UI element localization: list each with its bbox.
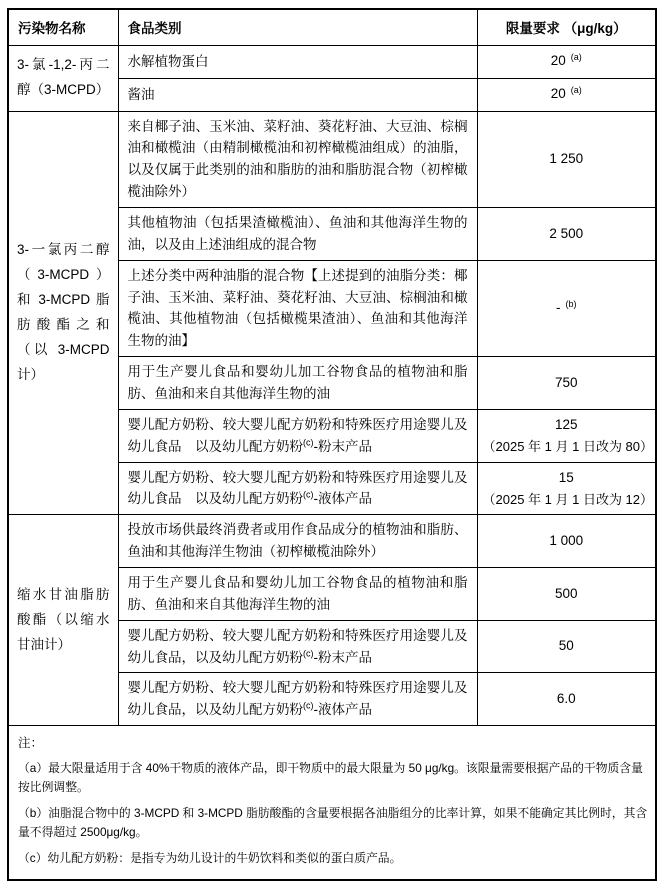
category-footnote-ref: (c) [303,648,314,659]
limit-value: 1 250 [549,151,584,167]
limit-value: 20 [550,53,566,69]
limit-value: 15 [558,469,574,485]
table-row [8,45,656,78]
note-item-b: （b）油脂混合物中的 3-MCPD 和 3-MCPD 脂肪酸酯的含量要根据各油脂组分的比率计算，如果不能确定其比例时，其含量不得超过 2500μg/kg。 [18,805,648,839]
limit-cell [477,45,656,78]
table-row [8,111,656,207]
category-footnote-ref: (c) [303,489,314,500]
category-text: -液体产品 [313,491,372,507]
category-text: 婴儿配方奶粉、较大婴儿配方奶粉和特殊医疗用途婴儿及幼儿食品 以及幼儿配方奶粉 [127,469,468,507]
limit-revision-note: （2025 年 1 月 1 日改为 80） [482,439,654,455]
limit-value: 750 [554,374,578,390]
category-cell: 其他植物油（包括果渣橄榄油）、鱼油和其他海洋生物的油，以及由上述油组成的混合物 [118,207,477,260]
limit-value: 50 [558,638,574,654]
limit-value: 125 [554,416,578,432]
limit-cell [477,111,656,207]
limit-cell [477,567,656,620]
limit-cell [477,357,656,410]
category-cell: 来自椰子油、玉米油、菜籽油、葵花籽油、大豆油、棕榈油和橄榄油（由精制橄榄油和初榨橄榄油组成）的油脂，以及仅属于此类别的油和脂肪的油和脂肪混合物（初榨橄榄油除外） [118,111,477,207]
limit-cell [477,673,656,726]
category-cell: 用于生产婴儿食品和婴幼儿加工谷物食品的植物油和脂肪、鱼油和来自其他海洋生物的油 [118,357,477,410]
note-item-a: （a）最大限量适用于含 40%干物质的液体产品，即干物质中的最大限量为 50 μg/kg。该限量需要根据产品的干物质含量按比例调整。 [18,761,643,794]
note-item-c: （c）幼儿配方奶粉：是指专为幼儿设计的牛奶饮料和类似的蛋白质产品。 [18,850,402,865]
category-text: -粉末产品 [313,438,372,454]
category-cell: 投放市场供最终消费者或用作食品成分的植物油和脂肪、鱼油和其他海洋生物油（初榨橄榄油除外） [118,515,477,568]
limit-footnote-ref: (a) [570,84,582,95]
table-row [8,515,656,568]
category-cell: 上述分类中两种油脂的混合物【上述提到的油脂分类：椰子油、玉米油、菜籽油、葵花籽油、大豆油、棕榈油和橄榄油、其他植物油（包括橄榄果渣油）、鱼油和其他海洋生物的油】 [118,260,477,356]
limit-cell [477,78,656,111]
category-cell [118,462,477,515]
contaminant-cell: 3-氯-1,2-丙二醇（3-MCPD） [8,45,118,111]
limit-value: 2 500 [549,225,584,241]
category-cell: 水解植物蛋白 [118,45,477,78]
limit-revision-note: （2025 年 1 月 1 日改为 12） [482,491,654,507]
limit-value: - [556,300,561,316]
notes-row [8,726,656,880]
category-text: 婴儿配方奶粉、较大婴儿配方奶粉和特殊医疗用途婴儿及幼儿食品 以及幼儿配方奶粉 [127,416,468,454]
limit-cell [477,260,656,356]
limit-cell [477,515,656,568]
col-category-header: 食品类别 [118,9,477,45]
col-limit-header: 限量要求 （μg/kg） [477,9,656,45]
contaminant-cell: 3-一氯丙二醇（3-MCPD） 和 3-MCPD 脂肪酸酯之和（以 3-MCPD 计） [8,111,118,515]
limit-footnote-ref: (b) [565,298,577,309]
contaminant-cell: 缩水甘油脂肪酸酯（以缩水甘油计） [8,515,118,726]
category-footnote-ref: (c) [303,700,314,711]
category-text: 婴儿配方奶粉、较大婴儿配方奶粉和特殊医疗用途婴儿及幼儿食品，以及幼儿配方奶粉 [127,680,468,718]
contaminant-limits-table [7,8,657,881]
category-cell [118,409,477,462]
limit-value: 500 [554,585,578,601]
limit-cell [477,462,656,515]
limit-cell [477,620,656,673]
limit-cell [477,409,656,462]
category-cell: 用于生产婴儿食品和婴幼儿加工谷物食品的植物油和脂肪、鱼油和来自其他海洋生物的油 [118,567,477,620]
category-cell [118,673,477,726]
limit-footnote-ref: (a) [570,51,582,62]
limit-cell [477,207,656,260]
limit-value: 1 000 [549,532,584,548]
notes-label: 注： [18,736,44,751]
category-footnote-ref: (c) [303,437,314,448]
limit-value: 6.0 [556,691,576,707]
category-cell: 酱油 [118,78,477,111]
category-text: -粉末产品 [313,649,372,665]
category-text: -液体产品 [313,702,372,718]
category-cell [118,620,477,673]
notes-section [8,726,656,880]
category-text: 婴儿配方奶粉、较大婴儿配方奶粉和特殊医疗用途婴儿及幼儿食品，以及幼儿配方奶粉 [127,627,468,665]
limit-value: 20 [550,86,566,102]
header-row [8,9,656,45]
col-contaminant-header: 污染物名称 [8,9,118,45]
